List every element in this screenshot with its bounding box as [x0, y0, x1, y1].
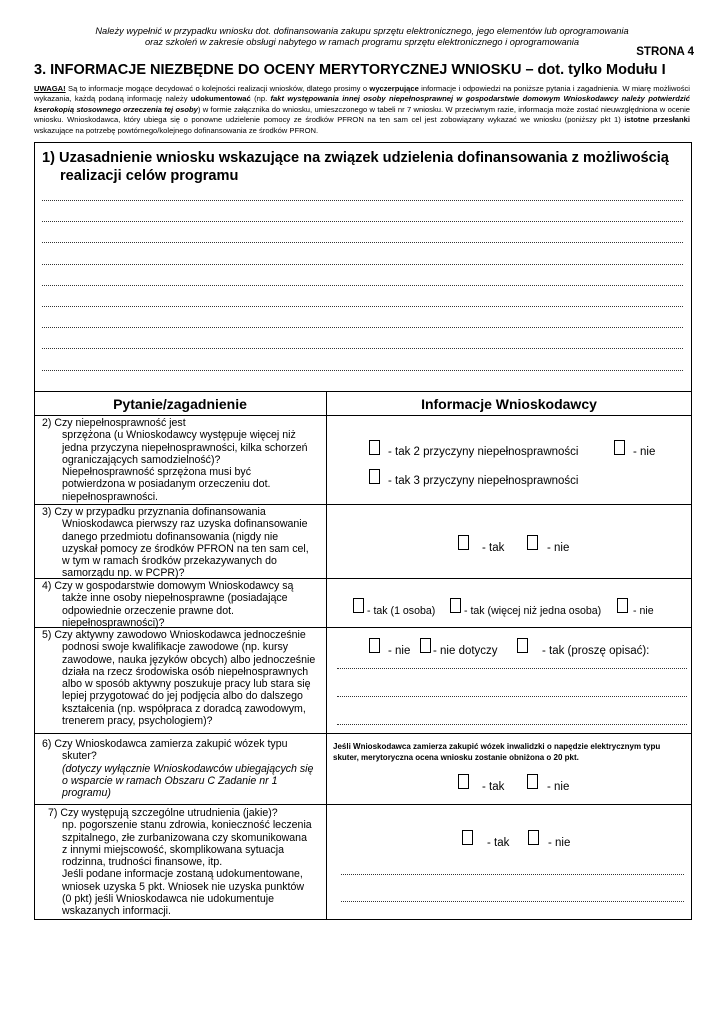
question-4-text [42, 580, 324, 629]
q2-option-tak-2-label: - tak 2 przyczyny niepełnosprawności [388, 446, 579, 458]
question-2-line: jedna przyczyna niepełnosprawności, kilka schorzeń [62, 441, 308, 454]
question-2-line: niepełnosprawności. [62, 490, 158, 503]
table-column-divider [326, 391, 327, 920]
question-4-line: także inne osoby niepełnosprawne (posiadające [62, 592, 288, 605]
q7-describe-line-1[interactable] [341, 874, 684, 875]
question-5-line: kształcenia (np. współpraca z doradcą zawodowym, [62, 702, 306, 715]
question-4-line: niepełnosprawności)? [62, 616, 165, 629]
q4-option-nie-label: - nie [633, 605, 654, 617]
question-7-line: z innymi miejscowość, skomplikowana sytuacja [62, 843, 284, 856]
question-5-line: działa na rzecz środowiska osób niepełnosprawnych [62, 665, 309, 678]
row-divider [34, 504, 692, 505]
checkbox-q2-tak-3[interactable] [369, 469, 380, 484]
checkbox-q5-nie-dotyczy[interactable] [420, 638, 431, 653]
page-label: STRONA 4 [636, 46, 694, 58]
q6-option-tak-label: - tak [482, 781, 505, 793]
checkbox-q3-nie[interactable] [527, 535, 538, 550]
question-2-line: ograniczających samodzielność)? [62, 453, 221, 466]
question-7-line: Jeśli podane informacje zostaną udokumentowane, [62, 868, 303, 881]
header-note-line2: oraz szkoleń w zakresie obsługi nabytego w ramach programu sprzętu elektronicznego i oprogramowania [144, 37, 580, 47]
question-3-line: Wnioskodawca pierwszy raz uzyska dofinansowanie [62, 518, 308, 531]
checkbox-q2-nie[interactable] [614, 440, 625, 455]
warning-text: (np. [250, 94, 271, 104]
question-2-line: 2) Czy niepełnosprawność jest [42, 417, 186, 429]
warning-text: Są to informacje mogące decydować o kolejności realizacji wniosków, dlatego prosimy o [65, 84, 370, 93]
answer-line-8[interactable] [42, 348, 683, 349]
question-7-line: wniosek uzyska 5 pkt. Wniosek nie uzyska punktów [62, 880, 305, 893]
q2-option-tak-3-label: - tak 3 przyczyny niepełnosprawności [388, 475, 579, 487]
question-1-line2: realizacji celów programu [60, 168, 239, 184]
question-3-line: samorządu np. w PCPR)? [62, 567, 185, 580]
q2-option-nie-label: - nie [633, 446, 656, 458]
answer-line-1[interactable] [42, 200, 683, 201]
question-2-line: Niepełnosprawność sprzężona musi być [62, 466, 252, 479]
q6-option-nie-label: - nie [547, 781, 570, 793]
checkbox-q6-nie[interactable] [527, 774, 538, 789]
warning-bold: wyczerpujące [369, 84, 419, 93]
checkbox-q7-nie[interactable] [528, 830, 539, 845]
checkbox-q4-tak-wiecej[interactable] [450, 598, 461, 613]
header-note-line1: Należy wypełnić w przypadku wniosku dot. dofinansowania zakupu sprzętu elektronicznego, jego elementów lub oprogramowania [95, 26, 629, 36]
checkbox-q5-tak[interactable] [517, 638, 528, 653]
question-7-line: np. pogorszenie stanu zdrowia, konieczność leczenia [62, 819, 312, 832]
question-7-line: 7) Czy występują szczególne utrudnienia (jakie)? [48, 807, 278, 819]
warning-bold-italic: fakt występowania innej osoby niepełnosprawnej w gospodarstwie domowym Wnioskodawcy należy potwierdzić kserokopią stosownego orzeczenia tej osoby [34, 94, 690, 114]
q4-option-tak-1-label: - tak (1 osoba) [367, 605, 436, 617]
q5-describe-line-2[interactable] [337, 696, 687, 697]
warning-text: informacje i odpowiedzi na poniższe pytania i zagadnienia. W miarę możliwości wykazania, każdą podaną informację należy [34, 84, 690, 104]
column-header-answer: Informacje Wnioskodawcy [421, 396, 597, 412]
question-6-line: 6) Czy Wnioskodawca zamierza zakupić wózek typu [42, 738, 288, 750]
question-2-text [42, 417, 324, 503]
answer-line-7[interactable] [42, 327, 683, 328]
section-title: 3. INFORMACJE NIEZBĘDNE DO OCENY MERYTORYCZNEJ WNIOSKU – dot. tylko Modułu I [34, 62, 666, 78]
answer-line-5[interactable] [42, 285, 683, 286]
warning-bold: udokumentować [190, 94, 251, 104]
question-7-line: (0 pkt) jeśli Wnioskodawca nie udokumentuje [62, 893, 274, 906]
answer-line-6[interactable] [42, 306, 683, 307]
question-1-title [42, 149, 669, 185]
answer-line-4[interactable] [42, 264, 683, 265]
question-5-line: podnosi swoje kwalifikacje zawodowe (np. kursy [62, 641, 289, 654]
question-3-text [42, 506, 324, 580]
checkbox-q5-nie[interactable] [369, 638, 380, 653]
answer-line-3[interactable] [42, 242, 683, 243]
warning-text: ) w formie załącznika do wniosku, umieszczonego w tabeli nr 7 wniosku. W przeciwnym razie, informacja może zostać nieuwzględniona w ocenie wniosku. Wnioskodawca, który ubiega się o ponowne udzielenie pomocy ze środków PFRON na ten sam cel jest zobowiązany wykazać we wniosku (poniższy pkt 1) [34, 104, 690, 125]
q5-option-tak-label: - tak (proszę opisać): [542, 645, 650, 657]
question-7-line: rodzinna, trudności finansowe, itp. [62, 856, 223, 869]
checkbox-q2-tak-2[interactable] [369, 440, 380, 455]
warning-label: UWAGA! [34, 84, 66, 93]
question-5-line: albo w sposób aktywny poszukuje pracy lub stara się [62, 678, 311, 691]
question-6-note: Jeśli Wnioskodawca zamierza zakupić wózek inwalidzki o napędzie elektrycznym typu skuter, merytoryczna ocena wniosku zostanie obniżona o 20 pkt. [333, 742, 661, 762]
question-3-line: 3) Czy w przypadku przyznania dofinansowania [42, 506, 266, 518]
checkbox-q4-tak-1[interactable] [353, 598, 364, 613]
row-divider [34, 415, 692, 416]
checkbox-q6-tak[interactable] [458, 774, 469, 789]
q7-option-nie-label: - nie [548, 837, 571, 849]
q5-describe-line-3[interactable] [337, 724, 687, 725]
q5-option-nie-dotyczy-label: - nie dotyczy [433, 645, 498, 657]
question-4-line: odpowiednie orzeczenie prawne dot. [62, 604, 234, 617]
question-1-line1: 1) Uzasadnienie wniosku wskazujące na związek udzielenia dofinansowania z możliwością [42, 150, 669, 166]
question-2-line: sprzężona (u Wnioskodawcy występuje więcej niż [62, 429, 296, 442]
question-7-line: szpitalnego, złe zurbanizowana czy skomunikowana [62, 831, 307, 844]
question-5-line: lepiej przygotować do jej podjęcia albo do dalszego [62, 690, 303, 703]
question-3-line: w tym w ramach środków przekazywanych do [62, 555, 277, 568]
answer-line-2[interactable] [42, 221, 683, 222]
question-5-line: zawodowe, nauka języków obcych) albo jednocześnie [62, 653, 316, 666]
question-6-text [42, 738, 324, 799]
question-7-line: wskazanych informacji. [62, 905, 171, 918]
question-4-line: 4) Czy w gospodarstwie domowym Wnioskodawcy są [42, 580, 294, 592]
question-3-line: uzyskał pomocy ze środków PFRON na ten sam cel, [62, 542, 309, 555]
table-top-border [34, 391, 692, 392]
question-5-line: 5) Czy aktywny zawodowo Wnioskodawca jednocześnie [42, 629, 306, 641]
column-header-question: Pytanie/zagadnienie [113, 396, 247, 412]
q5-describe-line-1[interactable] [337, 668, 687, 669]
question-5-line: trenerem pracy, psychologiem)? [62, 715, 213, 728]
question-6-line: (dotyczy wyłącznie Wnioskodawców ubiegających się [62, 762, 314, 775]
warning-paragraph [34, 84, 690, 136]
q4-option-tak-wiecej-label: - tak (więcej niż jedna osoba) [464, 605, 602, 617]
checkbox-q3-tak[interactable] [458, 535, 469, 550]
warning-text: wskazujące na potrzebę powtórnego/kolejnego dofinansowania ze środków PFRON. [34, 125, 319, 135]
q5-option-nie-label: - nie [388, 645, 411, 657]
checkbox-q4-nie[interactable] [617, 598, 628, 613]
question-2-line: potwierdzona w posiadanym orzeczeniu dot. [62, 478, 271, 491]
warning-bold: istotne przesłanki [624, 115, 690, 125]
row-divider [34, 733, 692, 734]
checkbox-q7-tak[interactable] [462, 830, 473, 845]
question-6-line: o wsparcie w ramach Obszaru C Zadanie nr 1 [62, 774, 278, 787]
question-6-line: programu) [62, 787, 111, 800]
question-3-line: danego przedmiotu dofinansowania (nigdy nie [62, 530, 279, 543]
q7-option-tak-label: - tak [487, 837, 510, 849]
q3-option-nie-label: - nie [547, 542, 570, 554]
question-5-text [42, 629, 324, 727]
q3-option-tak-label: - tak [482, 542, 505, 554]
q7-describe-line-2[interactable] [341, 901, 684, 902]
question-7-text [42, 807, 324, 918]
answer-line-9[interactable] [42, 370, 683, 371]
row-divider [34, 804, 692, 805]
question-6-line: skuter? [62, 750, 97, 763]
